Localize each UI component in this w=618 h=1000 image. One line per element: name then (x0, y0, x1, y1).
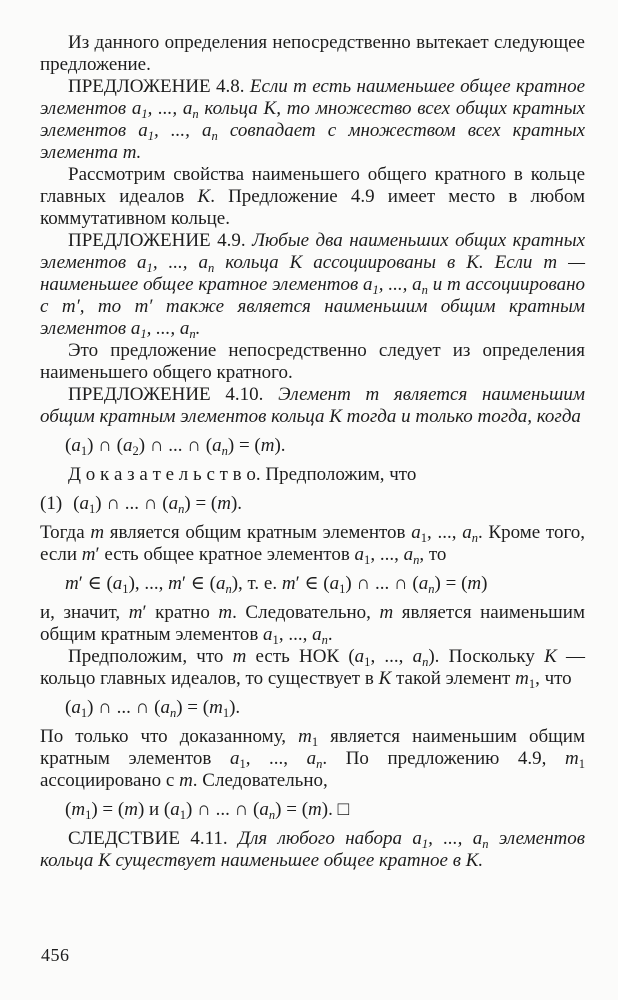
proposition-paragraph: СЛЕДСТВИЕ 4.11. Для любого набора $a_1$, ..., $a_n$ элементов кольца K существует наименьшее общее кратное в K. (40, 828, 585, 871)
formula-number: (1) (40, 493, 63, 514)
proposition-paragraph: ПРЕДЛОЖЕНИЕ 4.8. Если m есть наименьшее общее кратное элементов $a_1$, ..., $a_n$ кольца K, то множество всех общих кратных элементов $a_1$, ..., $a_n$ совпадает с множеством всех кратных элемента m. (40, 76, 586, 163)
body-paragraph: По только что доказанному, $m_1$ является наименьшим общим кратным элементов $a_1$, ..., $a_n$. По предложению 4.9, $m_1$ ассоциировано с m. Следовательно, (40, 726, 585, 791)
formula: $(a_1)$ ∩ $(a_2)$ ∩ ... ∩ $(a_n) = (m)$. (65, 435, 286, 458)
text-column (40, 32, 585, 872)
proposition-paragraph: ПРЕДЛОЖЕНИЕ 4.9. Любые два наименьших общих кратных элементов $a_1$, ..., $a_n$ кольца K ассоциированы в K. Если m — наименьшее общее кратное элементов $a_1$, ..., $a_n$ и m ассоциировано с m′, то m′ также является наименьшим общим кратным элементов $a_1$, ..., $a_n$. (40, 230, 586, 341)
body-paragraph: Тогда m является общим кратным элементов $a_1$, ..., $a_n$. Кроме того, если m′ есть общее кратное элементов $a_1$, ..., $a_n$, то (40, 522, 586, 567)
body-paragraph: и, значит, m′ кратно m. Следовательно, m является наименьшим общим кратным элементов $a_1$, ..., $a_n$. (40, 602, 585, 647)
page-number: 456 (41, 945, 70, 965)
formula: $(a_1)$ ∩ ... ∩ $(a_n) = (m_1)$. (65, 697, 241, 720)
proposition-paragraph: ПРЕДЛОЖЕНИЕ 4.10. Элемент m является наименьшим общим кратным элементов кольца K тогда и только тогда, когда (40, 384, 585, 427)
formula: m′ ∈ $(a_1)$, ..., m′ ∈ $(a_n)$, т. е. m′ ∈ $(a_1)$ ∩ ... ∩ $(a_n) = (m)$ (65, 573, 488, 596)
body-paragraph: Это предложение непосредственно следует из определения наименьшего общего кратного. (40, 340, 585, 383)
page-footer (41, 944, 70, 966)
body-paragraph: Д о к а з а т е л ь с т в о. Предположим, что (68, 464, 417, 485)
formula: $(m_1) = (m)$ и $(a_1)$ ∩ ... ∩ $(a_n) = (m)$. □ (65, 799, 350, 822)
formula: (1) $(a_1)$ ∩ ... ∩ $(a_n) = (m)$. (40, 493, 243, 516)
body-paragraph: Предположим, что m есть НОК ($a_1$, ..., $a_n$). Поскольку K — кольцо главных идеалов, то существует в K такой элемент $m_1$, что (40, 646, 585, 691)
body-paragraph: Рассмотрим свойства наименьшего общего кратного в кольце главных идеалов K. Предложение 4.9 имеет место в любом коммутативном кольце. (40, 164, 585, 229)
body-paragraph: Из данного определения непосредственно вытекает следующее предложение. (40, 32, 585, 75)
